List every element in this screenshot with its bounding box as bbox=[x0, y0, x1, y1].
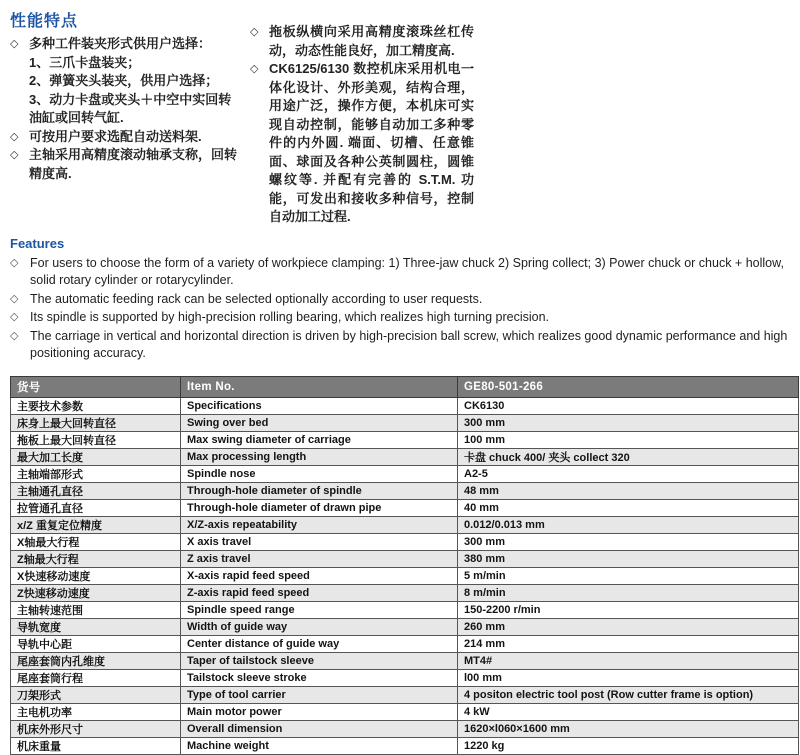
spec-zh: Z快速移动速度 bbox=[11, 584, 181, 601]
spec-value: 260 mm bbox=[458, 618, 799, 635]
spec-value: 4 positon electric tool post (Row cutter frame is option) bbox=[458, 686, 799, 703]
spec-en: Center distance of guide way bbox=[181, 635, 458, 652]
spec-en: X-axis rapid feed speed bbox=[181, 567, 458, 584]
performance-section bbox=[10, 6, 794, 227]
spec-row bbox=[11, 397, 799, 414]
diamond-bullet-icon: ◇ bbox=[10, 292, 19, 305]
spec-table-header-row bbox=[11, 376, 799, 397]
spec-en: Spindle speed range bbox=[181, 601, 458, 618]
performance-item-text: CK6125/6130 数控机床采用机电一体化设计、外形美观，结构合理，用途广泛，操作方便，本机床可实现自动控制，能够自动加工多种零件的内外圆. 端面、切槽、任意锥面、球面及各种公英制圆柱，圆锥螺纹等. 并配有完善的 S.T.M. 功能，可发出和接收多种信号，控制自动加工过程. bbox=[269, 61, 474, 224]
performance-item bbox=[10, 35, 238, 54]
feature-item-text: The automatic feeding rack can be selected optionally according to user requests. bbox=[30, 291, 483, 306]
spec-zh: 拉管通孔直径 bbox=[11, 499, 181, 516]
spec-en: Overall dimension bbox=[181, 720, 458, 737]
spec-zh: 导轨宽度 bbox=[11, 618, 181, 635]
spec-row bbox=[11, 652, 799, 669]
spec-row bbox=[11, 618, 799, 635]
header-item-zh: 货号 bbox=[11, 376, 181, 397]
diamond-bullet-icon: ◇ bbox=[10, 329, 19, 342]
spec-value: 380 mm bbox=[458, 550, 799, 567]
spec-en: Max processing length bbox=[181, 448, 458, 465]
spec-zh: 刀架形式 bbox=[11, 686, 181, 703]
header-item-no: GE80-501-266 bbox=[458, 376, 799, 397]
spec-value: 1220 kg bbox=[458, 737, 799, 754]
diamond-bullet-icon: ◇ bbox=[250, 63, 259, 75]
performance-item-text: 可按用户要求选配自动送料架. bbox=[29, 128, 202, 144]
performance-item-text: 拖板纵横向采用高精度滚珠丝杠传动，动态性能良好，加工精度高. bbox=[269, 24, 474, 58]
spec-row bbox=[11, 482, 799, 499]
spec-value: l00 mm bbox=[458, 669, 799, 686]
spec-en: Through-hole diameter of spindle bbox=[181, 482, 458, 499]
spec-value: 5 m/min bbox=[458, 567, 799, 584]
features-section bbox=[10, 236, 794, 363]
feature-item bbox=[10, 291, 794, 309]
spec-value: CK6130 bbox=[458, 397, 799, 414]
spec-zh: x/Z 重复定位精度 bbox=[11, 516, 181, 533]
spec-zh: 主轴转速范围 bbox=[11, 601, 181, 618]
performance-right-column bbox=[250, 6, 474, 227]
feature-item bbox=[10, 328, 794, 363]
spec-zh: Z轴最大行程 bbox=[11, 550, 181, 567]
diamond-bullet-icon: ◇ bbox=[10, 256, 19, 269]
spec-en: Z-axis rapid feed speed bbox=[181, 584, 458, 601]
spec-zh: X快速移动速度 bbox=[11, 567, 181, 584]
spec-en: Max swing diameter of carriage bbox=[181, 431, 458, 448]
performance-left-column bbox=[10, 6, 238, 183]
spec-value: 100 mm bbox=[458, 431, 799, 448]
spec-row bbox=[11, 669, 799, 686]
spec-zh: 机床外形尺寸 bbox=[11, 720, 181, 737]
spec-value: 214 mm bbox=[458, 635, 799, 652]
performance-title: 性能特点 bbox=[10, 13, 79, 30]
spec-en: Tailstock sleeve stroke bbox=[181, 669, 458, 686]
performance-item bbox=[10, 146, 238, 183]
feature-item-text: The carriage in vertical and horizontal direction is driven by high-precision ball screw, which realizes good dynamic performance and high positioning accuracy. bbox=[30, 328, 788, 360]
performance-item-text: 多种工件装夹形式供用户选择： bbox=[29, 36, 212, 51]
spec-en: Swing over bed bbox=[181, 414, 458, 431]
header-item-en: Item No. bbox=[181, 376, 458, 397]
spec-zh: 尾座套筒行程 bbox=[11, 669, 181, 686]
spec-table bbox=[10, 376, 799, 755]
spec-value: 0.012/0.013 mm bbox=[458, 516, 799, 533]
spec-zh: 主轴通孔直径 bbox=[11, 482, 181, 499]
spec-value: 300 mm bbox=[458, 533, 799, 550]
spec-zh: 主电机功率 bbox=[11, 703, 181, 720]
spec-value: 8 m/min bbox=[458, 584, 799, 601]
spec-value: 48 mm bbox=[458, 482, 799, 499]
spec-en: Spindle nose bbox=[181, 465, 458, 482]
spec-row bbox=[11, 414, 799, 431]
spec-en: Main motor power bbox=[181, 703, 458, 720]
spec-row bbox=[11, 635, 799, 652]
diamond-bullet-icon: ◇ bbox=[10, 38, 19, 50]
performance-item bbox=[250, 60, 474, 227]
spec-row bbox=[11, 584, 799, 601]
spec-value: 卡盘 chuck 400/ 夹头 collect 320 bbox=[458, 448, 799, 465]
performance-item bbox=[250, 23, 474, 60]
spec-zh: 导轨中心距 bbox=[11, 635, 181, 652]
spec-value: 300 mm bbox=[458, 414, 799, 431]
spec-zh: 尾座套筒内孔维度 bbox=[11, 652, 181, 669]
spec-zh: 主轴端部形式 bbox=[11, 465, 181, 482]
diamond-bullet-icon: ◇ bbox=[10, 130, 19, 143]
feature-item-text: For users to choose the form of a variety of workpiece clamping: 1) Three-jaw chuck 2) Spring collect; 3) Power chuck or chuck + hollow, solid rotary cylinder or rotarycylinder. bbox=[30, 255, 784, 287]
spec-row bbox=[11, 601, 799, 618]
spec-row bbox=[11, 567, 799, 584]
feature-item bbox=[10, 255, 794, 290]
spec-zh: 最大加工长度 bbox=[11, 448, 181, 465]
spec-en: Specifications bbox=[181, 397, 458, 414]
spec-row bbox=[11, 465, 799, 482]
spec-value: 150-2200 r/min bbox=[458, 601, 799, 618]
performance-item-text: 主轴采用高精度滚动轴承支称，回转精度高. bbox=[29, 147, 238, 181]
spec-en: Width of guide way bbox=[181, 618, 458, 635]
spec-row bbox=[11, 686, 799, 703]
diamond-bullet-icon: ◇ bbox=[10, 149, 19, 161]
spec-row bbox=[11, 737, 799, 754]
performance-item bbox=[10, 128, 238, 147]
spec-row bbox=[11, 703, 799, 720]
spec-zh: X轴最大行程 bbox=[11, 533, 181, 550]
spec-row bbox=[11, 448, 799, 465]
spec-zh: 拖板上最大回转直径 bbox=[11, 431, 181, 448]
spec-zh: 机床重量 bbox=[11, 737, 181, 754]
spec-value: 40 mm bbox=[458, 499, 799, 516]
spec-en: X/Z-axis repeatability bbox=[181, 516, 458, 533]
spec-row bbox=[11, 550, 799, 567]
feature-item-text: Its spindle is supported by high-precision rolling bearing, which realizes high turning precision. bbox=[30, 310, 550, 324]
spec-en: Taper of tailstock sleeve bbox=[181, 652, 458, 669]
spec-zh: 主要技术参数 bbox=[11, 397, 181, 414]
spec-value: A2-5 bbox=[458, 465, 799, 482]
spec-zh: 床身上最大回转直径 bbox=[11, 414, 181, 431]
spec-value: MT4# bbox=[458, 652, 799, 669]
spec-en: Z axis travel bbox=[181, 550, 458, 567]
feature-item bbox=[10, 309, 794, 327]
spec-row bbox=[11, 431, 799, 448]
diamond-bullet-icon: ◇ bbox=[10, 311, 19, 323]
performance-subitem: 2、弹簧夹头装夹，供用户选择； bbox=[29, 73, 219, 88]
spec-row bbox=[11, 516, 799, 533]
spec-row bbox=[11, 533, 799, 550]
spec-en: X axis travel bbox=[181, 533, 458, 550]
performance-subitem: 1、三爪卡盘装夹； bbox=[29, 54, 141, 70]
spec-value: 4 kW bbox=[458, 703, 799, 720]
spec-en: Through-hole diameter of drawn pipe bbox=[181, 499, 458, 516]
spec-en: Type of tool carrier bbox=[181, 686, 458, 703]
performance-subitem: 3、动力卡盘或夹头＋中空中实回转油缸或回转气缸. bbox=[29, 91, 232, 125]
spec-value: 1620×l060×1600 mm bbox=[458, 720, 799, 737]
features-title: Features bbox=[10, 235, 65, 251]
spec-en: Machine weight bbox=[181, 737, 458, 754]
diamond-bullet-icon: ◇ bbox=[250, 26, 259, 38]
spec-row bbox=[11, 499, 799, 516]
spec-row bbox=[11, 720, 799, 737]
